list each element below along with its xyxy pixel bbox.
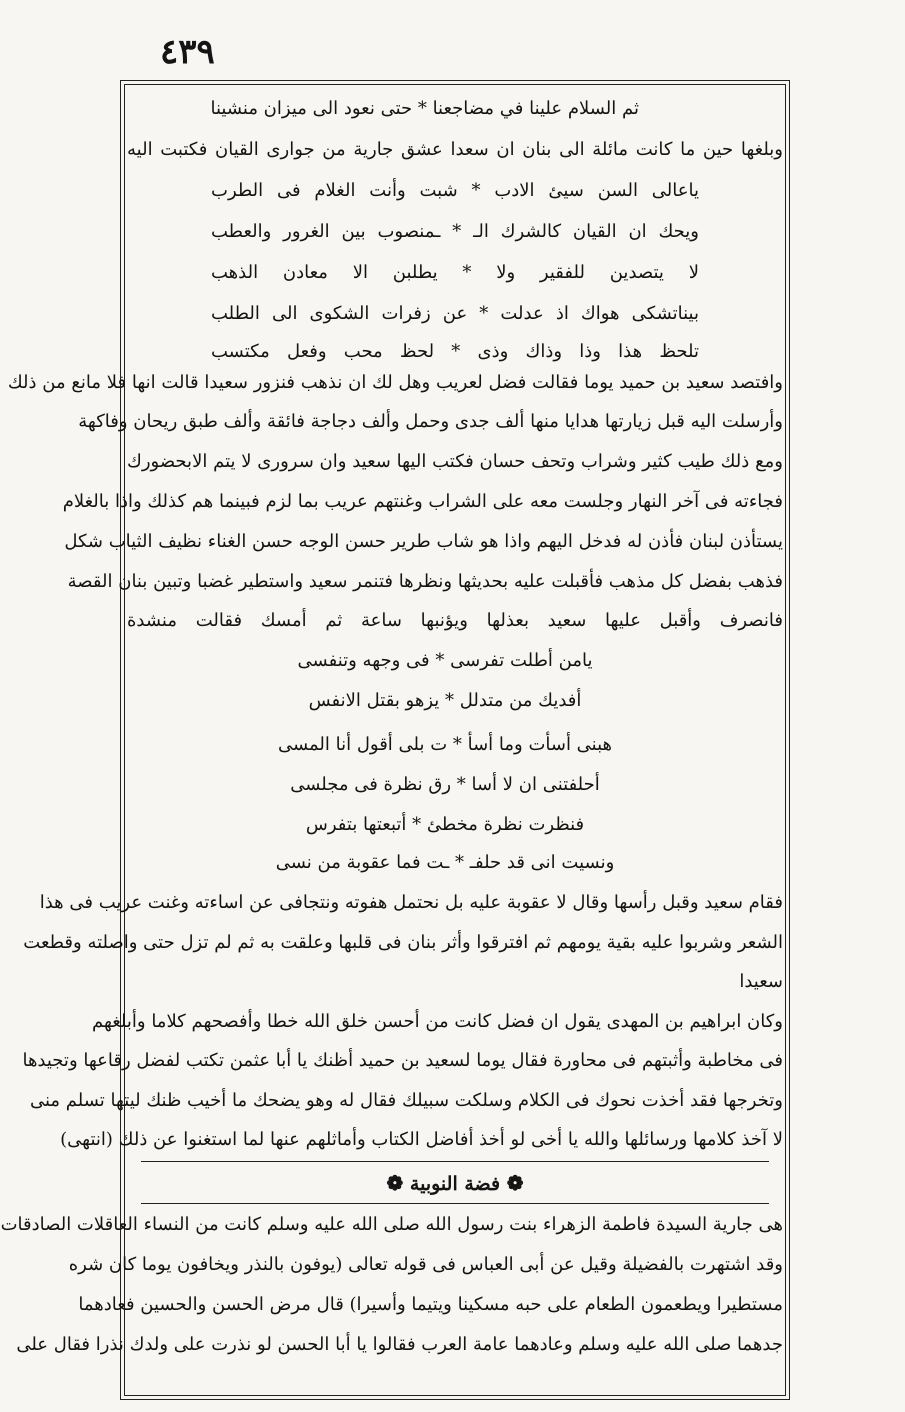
section-divider-top: [141, 1161, 769, 1162]
text-line: وأرسلت اليه قبل زيارتها هدايا منها ألف جدى وحمل وألف دجاجة فائقة وألف طبق ريحان وفاكهة: [78, 411, 783, 432]
text-line: فانصرف وأقبل عليها سعيد بعذلها ويؤنبها ساعة ثم أمسك فقالت منشدة: [127, 610, 783, 631]
text-line: يستأذن لبنان فأذن له فدخل اليهم واذا هو شاب طرير حسن الوجه حسن الغناء نظيف الثياب شكل: [64, 531, 783, 552]
verse-line: أفديك من متدلل * يزهو بقتل الانفس: [308, 690, 582, 711]
verse-line: بيناتشكى هواك اذ عدلت * عن زفرات الشكوى الى الطلب: [211, 303, 699, 324]
verse-line: لا يتصدين للفقير ولا * يطلبن الا معادن الذهب: [211, 262, 699, 283]
text-line: ومع ذلك طيب كثير وشراب وتحف حسان فكتب اليها سعيد وان سرورى لا يتم الابحضورك: [127, 451, 783, 472]
text-line: هى جارية السيدة فاطمة الزهراء بنت رسول الله صلى الله عليه وسلم كانت من النساء العاقلات الصادقات: [0, 1214, 783, 1235]
page-frame: [0, 80, 790, 1400]
text-line: جدهما صلى الله عليه وسلم وعادهما عامة العرب فقالوا يا أبا الحسن لو نذرت على ولدك نذرا فقال على: [16, 1334, 783, 1355]
text-line: فجاءته فى آخر النهار وجلست معه على الشراب وغنتهم عريب بما لزم فبينما هم كذلك واذا بالغلام: [62, 491, 783, 512]
text-line: فذهب بفضل كل مذهب فأقبلت عليه بحديثها ونظرها فتنمر سعيد واستطير غضبا وتبين بنان القصة: [67, 571, 783, 592]
text-line: وتخرجها فقد أخذت نحوك فى الكلام وسلكت سبيلك فقال له وهو يضحك ما أخيب ظنك ليتها تسلم منى: [29, 1090, 783, 1111]
text-line: وقد اشتهرت بالفضيلة وقيل عن أبى العباس فى قوله تعالى (يوفون بالنذر ويخافون يوما كان شره: [68, 1254, 783, 1275]
verse-line: ياعالى السن سيئ الادب * شبت وأنت الغلام فى الطرب: [211, 180, 699, 201]
verse-line: فنظرت نظرة مخطئ * أتبعتها بتفرس: [305, 814, 585, 835]
text-line: سعيدا: [739, 971, 783, 992]
text-line: وافتصد سعيد بن حميد يوما فقالت فضل لعريب وهل لك ان نذهب فنزور سعيدا قالت انها فلا مانع من ذلك: [7, 372, 783, 393]
section-title: [121, 1171, 789, 1195]
verse-line: أحلفتنى ان لا أسا * رق نظرة فى مجلسى: [290, 774, 600, 795]
verse-line: هبنى أسأت وما أسأ * ت بلى أقول أنا المسى: [277, 734, 613, 755]
text-line: فقام سعيد وقبل رأسها وقال لا عقوبة عليه بل نحتمل هفوته ونتجافى عن اساءته وغنت عريب فى هذا: [39, 892, 783, 913]
text-line: مستطيرا ويطعمون الطعام على حبه مسكينا ويتيما وأسيرا) قال مرض الحسن والحسين فعادهما: [78, 1294, 783, 1315]
verse-line: يامن أطلت تفرسى * فى وجهه وتنفسى: [297, 650, 593, 671]
text-line: وكان ابراهيم بن المهدى يقول ان فضل كانت من أحسن خلق الله خطا وأفصحهم كلاما وأبلغهم: [91, 1011, 783, 1032]
verse-line: ثم السلام علينا في مضاجعنا * حتى نعود الى ميزان منشينا: [210, 98, 639, 119]
page-number: ٤٣٩: [160, 32, 215, 72]
text-line: لا آخذ كلامها ورسائلها والله يا أخى لو أخذ أفاضل الكتاب وأماثلهم عنها لما استغنوا عن ذلك (انتهى): [60, 1129, 783, 1150]
text-line: فى مخاطبة وأثبتهم فى محاورة فقال يوما لسعيد بن حميد أظنك يا أبا عثمن تكتب لفضل رقاعها وتجيدها: [22, 1050, 783, 1071]
verse-line: تلحظ هذا وذا وذاك وذى * لحظ محب وفعل مكتسب: [211, 341, 699, 362]
section-title-text: فضة النوبية: [409, 1173, 501, 1195]
text-line: الشعر وشربوا عليه بقية يومهم ثم افترقوا وأثر بنان فى قلبها وعلقت به ثم لم تزل حتى واصلته وقطعت: [23, 932, 783, 953]
verse-line: ونسيت انى قد حلفـ * ـت فما عقوبة من نسى: [275, 852, 615, 873]
section-divider-bottom: [141, 1203, 769, 1204]
text-line: وبلغها حين ما كانت مائلة الى بنان ان سعدا عشق جارية من جوارى القيان فكتبت اليه: [127, 139, 783, 160]
ornament-icon: ❁: [506, 1171, 524, 1195]
verse-line: ويحك ان القيان كالشرك الـ * ـمنصوب بين الغرور والعطب: [211, 221, 699, 242]
ornament-icon: ❁: [386, 1171, 404, 1195]
